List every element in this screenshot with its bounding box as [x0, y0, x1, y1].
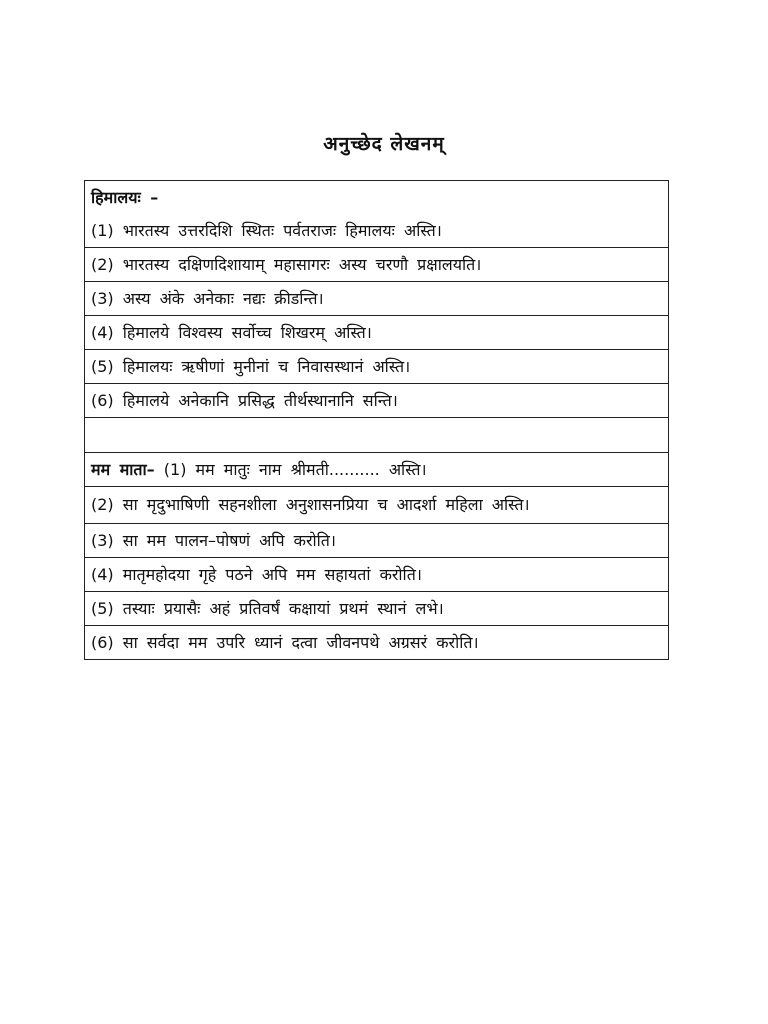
mother-line-3: (3) सा मम पालन–पोषणं अपि करोति। [85, 523, 668, 557]
himalaya-line-3: (3) अस्य अंके अनेकाः नद्यः क्रीडन्ति। [85, 281, 668, 315]
mother-line-4: (4) मातृमहोदया गृहे पठने अपि मम सहायतां करोति। [85, 557, 668, 591]
mother-line-2: (2) सा मृदुभाषिणी सहनशीला अनुशासनप्रिया च आदर्शा महिला अस्ति। [85, 486, 668, 523]
himalaya-line-1: (1) भारतस्य उत्तरदिशि स्थितः पर्वतराजः हिमालयः अस्ति। [91, 221, 442, 240]
mother-line-6: (6) सा सर्वदा मम उपरि ध्यानं दत्वा जीवनपथे अग्रसरं करोति। [85, 625, 668, 659]
mother-line-5: (5) तस्याः प्रयासैः अहं प्रतिवर्षं कक्षायां प्रथमं स्थानं लभे। [85, 591, 668, 625]
paragraph-table [84, 180, 669, 660]
empty-row [85, 417, 668, 452]
himalaya-line-6: (6) हिमालये अनेकानि प्रसिद्ध तीर्थस्थानानि सन्ति। [85, 383, 668, 417]
himalaya-line-5: (5) हिमालयः ऋषीणां मुनीनां च निवासस्थानं अस्ति। [85, 349, 668, 383]
himalaya-line-4: (4) हिमालये विश्वस्य सर्वोच्च शिखरम् अस्ति। [85, 315, 668, 349]
mother-line-1: (1) मम मातुः नाम श्रीमती.......... अस्ति। [163, 460, 427, 479]
page-title: अनुच्छेद लेखनम् [323, 133, 445, 155]
himalaya-line-2: (2) भारतस्य दक्षिणदिशायाम् महासागरः अस्य चरणौ प्रक्षालयति। [85, 247, 668, 281]
mother-first-row [85, 452, 668, 486]
himalaya-section [85, 181, 668, 247]
section-heading-mother: मम माता– [91, 460, 155, 479]
section-heading-himalaya: हिमालयः – [91, 188, 159, 207]
